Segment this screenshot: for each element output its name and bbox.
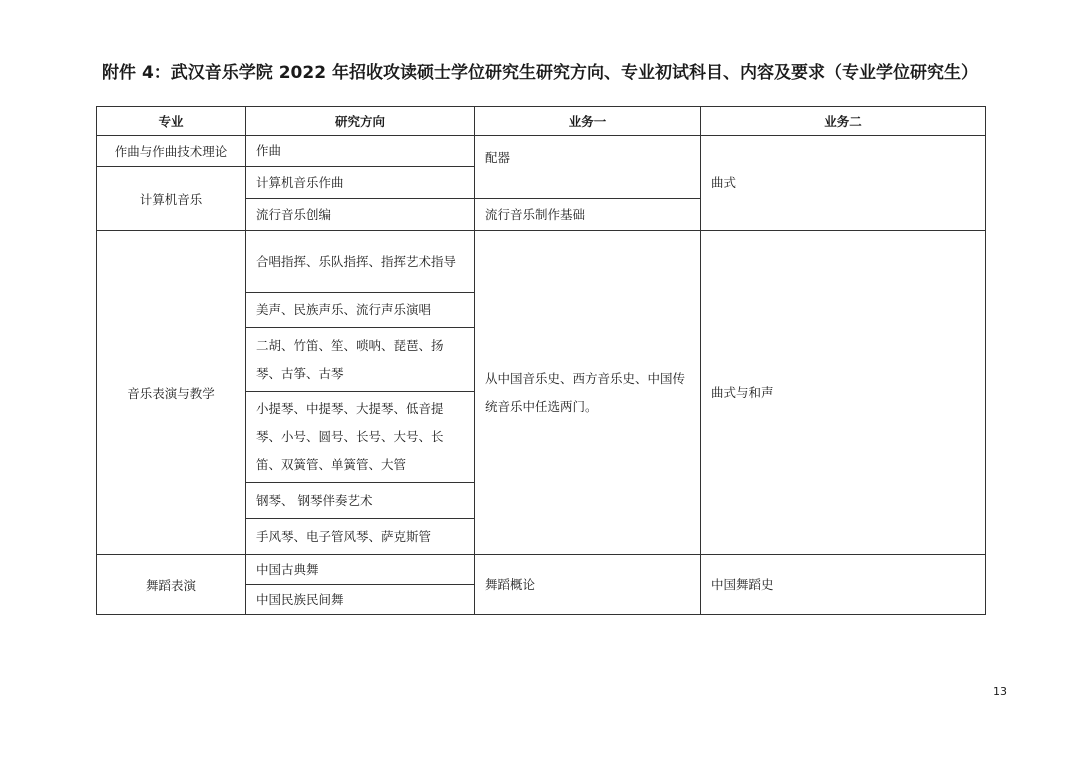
- subject1-cell: 舞蹈概论: [475, 555, 701, 615]
- major-cell: 作曲与作曲技术理论: [97, 136, 246, 167]
- direction-cell: 美声、民族声乐、流行声乐演唱: [246, 293, 475, 328]
- major-cell: 计算机音乐: [97, 167, 246, 231]
- major-cell: 音乐表演与教学: [97, 231, 246, 555]
- header-major: 专业: [97, 107, 246, 136]
- direction-cell: 钢琴、 钢琴伴奏艺术: [246, 483, 475, 519]
- table-row: [97, 136, 986, 167]
- header-subject-1: 业务一: [475, 107, 701, 136]
- curriculum-table: [96, 106, 986, 615]
- direction-cell: 作曲: [246, 136, 475, 167]
- subject1-cell: 从中国音乐史、西方音乐史、中国传统音乐中任选两门。: [475, 231, 701, 555]
- subject2-cell: 中国舞蹈史: [701, 555, 986, 615]
- direction-cell: 合唱指挥、乐队指挥、指挥艺术指导: [246, 231, 475, 293]
- header-direction: 研究方向: [246, 107, 475, 136]
- major-cell: 舞蹈表演: [97, 555, 246, 615]
- direction-cell: 中国古典舞: [246, 555, 475, 585]
- subject1-cell: 配器: [475, 136, 701, 199]
- table-row: [97, 231, 986, 293]
- subject1-cell: 流行音乐制作基础: [475, 199, 701, 231]
- header-subject-2: 业务二: [701, 107, 986, 136]
- direction-cell: 中国民族民间舞: [246, 585, 475, 615]
- page-number: 13: [993, 685, 1007, 698]
- subject2-cell: 曲式: [701, 136, 986, 231]
- table-header-row: [97, 107, 986, 136]
- direction-cell: 手风琴、电子管风琴、萨克斯管: [246, 519, 475, 555]
- direction-cell: 计算机音乐作曲: [246, 167, 475, 199]
- subject2-cell: 曲式与和声: [701, 231, 986, 555]
- table-row: [97, 555, 986, 585]
- document-title: 附件 4：武汉音乐学院 2022 年招收攻读硕士学位研究生研究方向、专业初试科目、内容及要求（专业学位研究生）: [102, 63, 978, 83]
- direction-cell: 流行音乐创编: [246, 199, 475, 231]
- direction-cell: 小提琴、中提琴、大提琴、低音提琴、小号、圆号、长号、大号、长笛、双簧管、单簧管、大管: [246, 392, 475, 483]
- direction-cell: 二胡、竹笛、笙、唢呐、琵琶、扬琴、古筝、古琴: [246, 328, 475, 392]
